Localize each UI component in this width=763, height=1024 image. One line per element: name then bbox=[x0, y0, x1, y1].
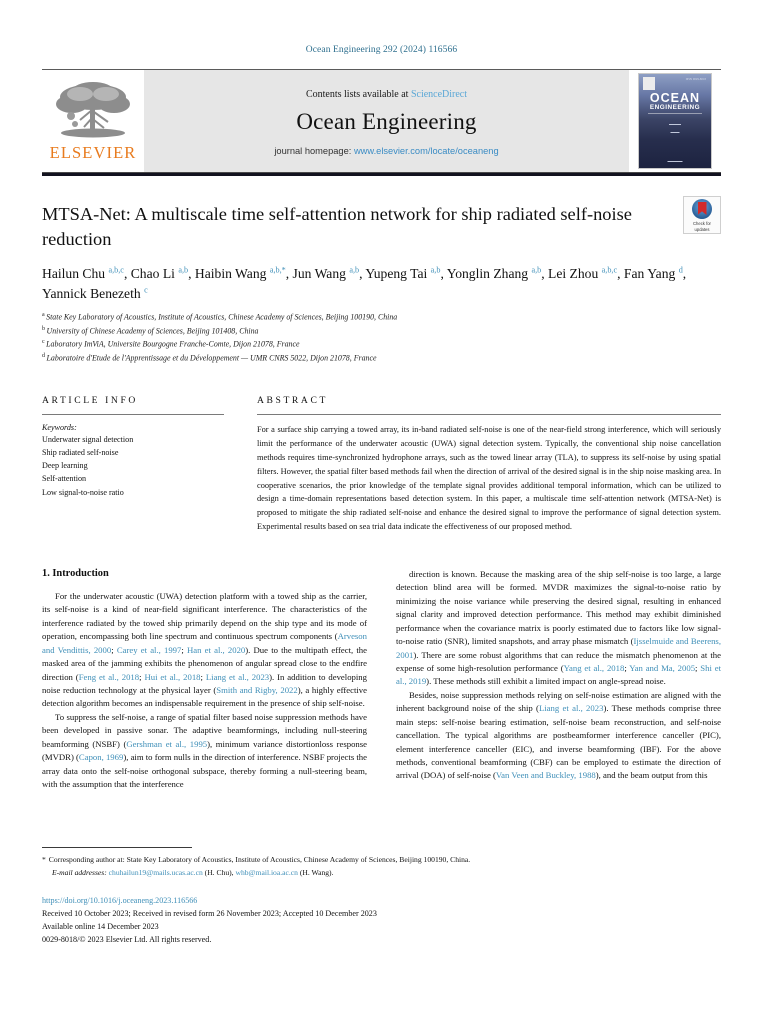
running-head: Ocean Engineering 292 (2024) 116566 bbox=[305, 45, 458, 55]
body-column-left bbox=[42, 568, 367, 792]
cover-artwork bbox=[638, 73, 712, 169]
abstract-heading: ABSTRACT bbox=[257, 395, 328, 407]
crossmark-label-line2: updates bbox=[694, 226, 710, 232]
author-list: Hailun Chu $^{a,b,c}$, Chao Li $^{a,b}$, Haibin Wang $^{a,b,*}$, Jun Wang $^{a,b}$, Yupeng Tai $^{a,b}$, Yonglin Zhang $^{a,b}$, Lei Zhou $^{a,b,c}$, Fan Yang $^d$, Yannick Benezeth $^c$ bbox=[42, 265, 687, 301]
homepage-url-link[interactable]: www.elsevier.com/locate/oceaneng bbox=[353, 145, 499, 156]
email-link-2[interactable]: whb@mail.ioa.ac.cn bbox=[235, 867, 298, 877]
homepage-label: journal homepage: bbox=[274, 145, 354, 156]
elsevier-tree-icon bbox=[54, 80, 132, 142]
sciencedirect-link[interactable]: ScienceDirect bbox=[410, 88, 468, 100]
section-heading-introduction: 1. Introduction bbox=[42, 567, 109, 579]
journal-title: Ocean Engineering bbox=[296, 108, 477, 134]
elsevier-wordmark: ELSEVIER bbox=[49, 143, 137, 162]
email-owner-1: (H. Chu), bbox=[204, 867, 234, 877]
body-columns bbox=[42, 568, 721, 792]
publication-metadata bbox=[42, 894, 721, 946]
article-info-rule bbox=[42, 414, 224, 415]
info-abstract-row bbox=[42, 395, 721, 534]
keyword-item: Deep learning bbox=[42, 461, 88, 471]
paragraph: Besides, noise suppression methods relying on self-noise estimation are aligned with the inherent background noise of the ship (Liang et al., 2023). These methods comprise three main steps: self-noise bearing estimation, self-noise beam reconstruction, and self-noise cancellation. The typical algorithms are postbeamformer interference canceller (PIC), element interference canceller (EIC), and inverse beamforming (IBF). For the above methods, conventional beamforming (CBF) can be employed to estimate the direction of arrival (DOA) of self-noise (Van Veen and Buckley, 1988), and the beam output from this bbox=[396, 689, 722, 781]
keywords-label: Keywords: bbox=[42, 423, 77, 433]
cover-editor-text: ▬▬▬▬ ▬▬▬ bbox=[669, 122, 681, 134]
crossmark-badge[interactable] bbox=[683, 196, 721, 234]
cover-footer-text: ▬▬▬▬▬ bbox=[667, 159, 683, 163]
elsevier-logo bbox=[42, 70, 144, 172]
available-online: Available online 14 December 2023 bbox=[42, 921, 159, 931]
copyright-line: 0029-8018/© 2023 Elsevier Ltd. All rights reserved. bbox=[42, 934, 212, 944]
article-info-column bbox=[42, 395, 224, 534]
corresponding-author-note bbox=[42, 854, 721, 866]
affiliation-item: $^a$ State Key Laboratory of Acoustics, Institute of Acoustics, Chinese Academy of Sciences, Beijing 100190, China bbox=[42, 312, 398, 323]
paragraph: For the underwater acoustic (UWA) detection platform with a towed ship as the carrier, its self-noise is a kind of near-field significant interference. The characteristics of the interference radiated by the towed ship primarily depend on the ship type and its mode of operation, encompassing both line spectrum and continuous spectrum components (Arveson and Vendittis, 2000; Carey et al., 1997; Han et al., 2020). Due to the multipath effect, the masked area of the jamming exhibits the phenomenon of angular spread close to the endfire direction (Feng et al., 2018; Hui et al., 2018; Liang et al., 2023). In addition to developing noise reduction technology at the physical layer (Smith and Rigby, 2022), a highly effective detection algorithm becomes an indispensable requirement in the presence of ship self-noise. bbox=[42, 590, 367, 709]
cover-title-line1: OCEAN bbox=[649, 91, 701, 105]
crossmark-label-line1: Check for bbox=[693, 221, 711, 226]
paragraph: To suppress the self-noise, a range of spatial filter based noise suppression methods have been developed in passive sonar. The adaptive beamformings, including null-steering beamforming (NSBF) (Gershman et al., 1995), minimum variance distortionloss response (MVDR) (Capon, 1969), aim to form nulls in the direction of interference. NSBF projects the array data onto the self-noise orthogonal subspace, thereby forming a null-steering beam, with the assumption that the interference bbox=[42, 711, 367, 789]
journal-masthead bbox=[42, 69, 721, 172]
affiliation-item: $^b$ University of Chinese Academy of Sciences, Beijing 101408, China bbox=[42, 325, 259, 336]
keyword-item: Low signal-to-noise ratio bbox=[42, 487, 124, 497]
journal-cover-thumbnail bbox=[629, 70, 721, 172]
crossmark-shield-icon bbox=[698, 202, 707, 215]
email-link-1[interactable]: chuhailun19@mails.ucas.ac.cn bbox=[108, 867, 203, 877]
affiliation-item: $^c$ Laboratory ImViA, Universite Bourgogne Franche-Comte, Dijon 21078, France bbox=[42, 339, 300, 349]
paragraph: direction is known. Because the masking area of the ship self-noise is too large, a large detection blind area will be formed. MVDR maximizes the signal-to-noise ratio by minimizing the noise variance while preserving the desired signal, resulting in enhanced signal clarity and improved detection performance. This method may exhibit diminished performance when the covariance matrix is poorly estimated due to factors like low signal-to-noise ratio (SNR), limited snapshots, and array phase mismatch (Ijsselmuide and Beerens, 2001). There are some robust algorithms that can reduce the mismatch phenomenon at the expense of some high-resolution performance (Yang et al., 2018; Yan and Ma, 2005; Shi et al., 2019). These methods still exhibit a limited impact on angle-spread noise. bbox=[396, 568, 721, 687]
corresponding-author-text: Corresponding author at: State Key Laboratory of Acoustics, Institute of Acoustics, Chinese Academy of Sciences, Beijing 100190, China. bbox=[48, 855, 471, 865]
abstract-text: For a surface ship carrying a towed array, its in-band radiated self-noise is one of the near-field strong interference, which will seriously limit the performance of the underwater acoustic (UWA) signal detection system. Typically, the conventional ship noise cancellation methods requires time-synchronized hydrophone arrays, such as the towed linear array (TLA), to suppress its self-noise by using spatial filters. However, the spatial filter based methods fail when the direction of arrival of the desired signal is in the ship noise masking area. In cooperative scenarios, the prior knowledge of the template signal provides additional temporal information, which can be utilized to design a time-domain representations based detection system. In this paper, a multiscale time self-attention network (MTSA-Net) is proposed to mitigate the ship radiated self-noise and enhance the desired signal to improve the performance of signal detection system. Experimental results based on sea trial data indicate the effectiveness of our proposed method. bbox=[257, 425, 721, 532]
crossmark-label bbox=[693, 221, 711, 232]
email-addresses-line bbox=[42, 867, 721, 879]
masthead-center bbox=[144, 70, 629, 172]
keyword-item: Self-attention bbox=[42, 474, 87, 484]
contents-line bbox=[306, 89, 467, 100]
journal-homepage-line bbox=[274, 146, 498, 156]
body-column-right bbox=[396, 568, 721, 792]
doi-link[interactable]: https://doi.org/10.1016/j.oceaneng.2023.116566 bbox=[42, 895, 198, 905]
abstract-rule bbox=[257, 414, 721, 415]
title-block bbox=[42, 202, 721, 365]
masthead-bottom-rule bbox=[42, 172, 721, 176]
email-owner-2: (H. Wang). bbox=[299, 867, 334, 877]
article-info-heading: ARTICLE INFO bbox=[42, 395, 138, 407]
cover-issn: ISSN 0029-8018 bbox=[685, 78, 706, 81]
affiliation-item: $^d$ Laboratoire d'Etude de l'Apprentissage et du Développement — UMR CNRS 5022, Dijon 21078, France bbox=[42, 352, 377, 363]
abstract-column bbox=[257, 395, 721, 534]
cover-title-line2: ENGINEERING bbox=[649, 104, 701, 111]
cover-divider bbox=[648, 113, 702, 114]
email-label: E-mail addresses: bbox=[52, 867, 107, 877]
cover-publisher-mark bbox=[643, 77, 655, 90]
contents-prefix: Contents lists available at bbox=[305, 88, 411, 100]
page-title: MTSA-Net: A multiscale time self-attention network for ship radiated self-noise reduction bbox=[42, 204, 632, 249]
received-history: Received 10 October 2023; Received in revised form 26 November 2023; Accepted 10 December 2023 bbox=[42, 908, 377, 918]
page-footer bbox=[42, 847, 721, 946]
footer-rule bbox=[42, 847, 192, 848]
affiliation-list bbox=[42, 311, 721, 365]
keyword-item: Ship radiated self-noise bbox=[42, 448, 119, 458]
footnote-asterisk: * bbox=[42, 855, 46, 865]
keyword-item: Underwater signal detection bbox=[42, 435, 134, 445]
crossmark-icon bbox=[692, 199, 712, 219]
